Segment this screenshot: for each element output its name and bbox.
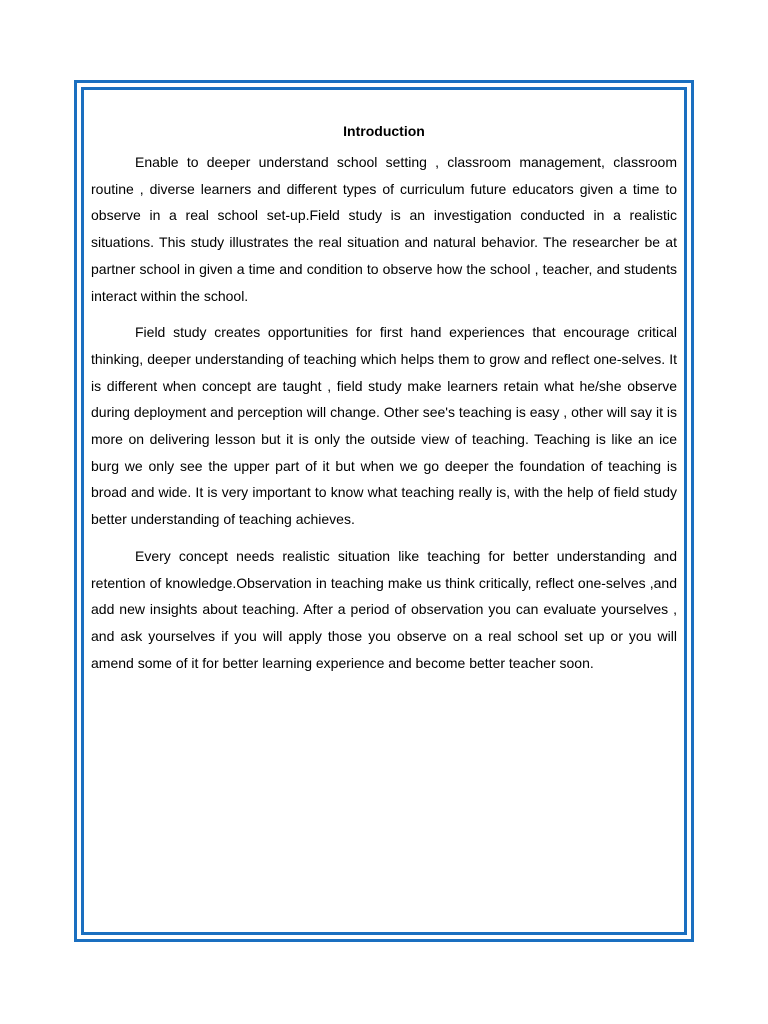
paragraph-3: Every concept needs realistic situation like teaching for better understanding and retention of knowledge.Observation in teaching make us think critically, reflect one-selves ,and add new insights about teaching. After a period of observation you can evaluate yourselves , and ask yourselves if you will apply those you observe on a real school set up or you will amend some of it for better learning experience and become better teacher soon. (91, 547, 677, 671)
document-title: Introduction (343, 123, 425, 139)
document-body (91, 120, 677, 686)
paragraph-2: Field study creates opportunities for first hand experiences that encourage critical thinking, deeper understanding of teaching which helps them to grow and reflect one-selves. It is different when concept are taught , field study make learners retain what he/she observe during deployment and perception will change. Other see's teaching is easy , other will say it is more on delivering lesson but it is only the outside view of teaching. Teaching is like an ice burg we only see the upper part of it but when we go deeper the foundation of teaching is broad and wide. It is very important to know what teaching really is, with the help of field study better understanding of teaching achieves. (91, 324, 677, 528)
paragraph-1: Enable to deeper understand school setting , classroom management, classroom routine , diverse learners and different types of curriculum future educators given a time to observe in a real school set-up.Field study is an investigation conducted in a realistic situations. This study illustrates the real situation and natural behavior. The researcher be at partner school in given a time and condition to observe how the school , teacher, and students interact within the school. (91, 154, 677, 304)
